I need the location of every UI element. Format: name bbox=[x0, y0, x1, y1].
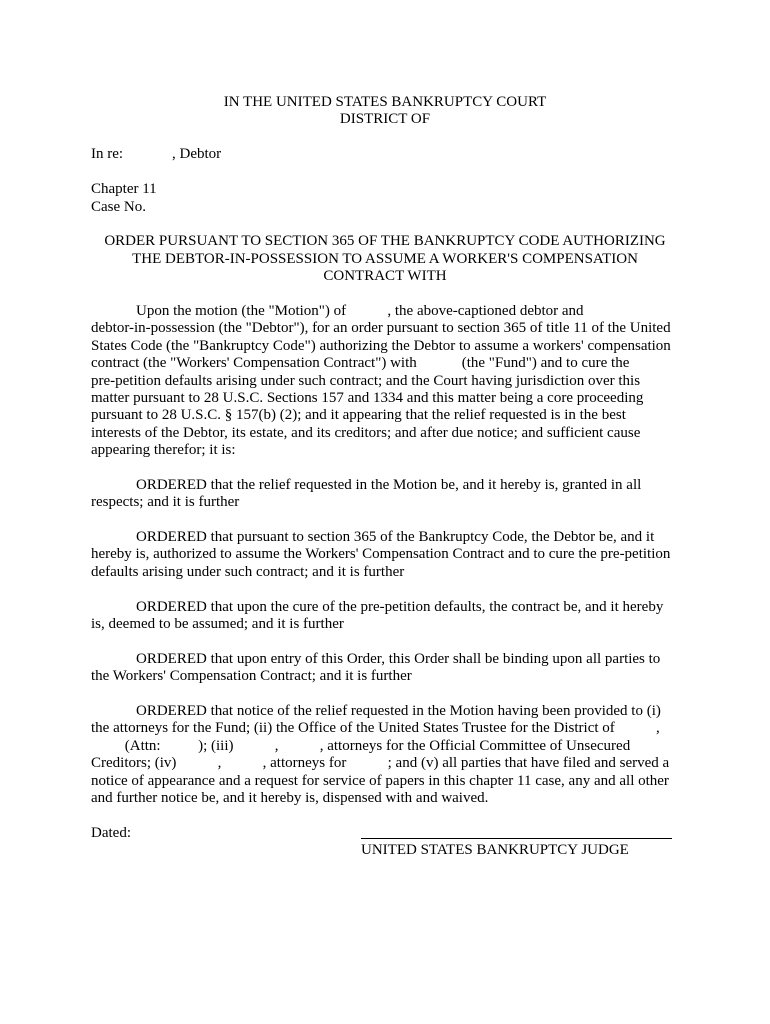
paragraph-line: the Workers' Compensation Contract; and it is further bbox=[91, 668, 412, 684]
paragraph-line: hereby is, authorized to assume the Workers' Compensation Contract and to cure the pre-petition bbox=[91, 546, 671, 562]
paragraph-line: Creditors; (iv) , , attorneys for ; and (v) all parties that have filed and served a bbox=[91, 755, 670, 771]
judge-signature-label: UNITED STATES BANKRUPTCY JUDGE bbox=[361, 842, 629, 858]
court-heading: IN THE UNITED STATES BANKRUPTCY COURT bbox=[223, 94, 547, 110]
paragraph-line: defaults arising under such contract; and it is further bbox=[91, 564, 405, 580]
paragraph-line: respects; and it is further bbox=[91, 494, 240, 510]
paragraph-line: the attorneys for the Fund; (ii) the Office of the United States Trustee for the District of , bbox=[91, 720, 660, 736]
district-heading: DISTRICT OF bbox=[339, 111, 431, 127]
paragraph-line: pursuant to 28 U.S.C. § 157(b) (2); and it appearing that the relief requested is in the best bbox=[91, 407, 626, 423]
paragraph-line: appearing therefor; it is: bbox=[91, 442, 236, 458]
paragraph-line: ORDERED that upon the cure of the pre-petition defaults, the contract be, and it hereby bbox=[136, 599, 664, 615]
in-re-label: In re: bbox=[91, 146, 124, 162]
paragraph-line: matter pursuant to 28 U.S.C. Sections 157 and 1334 and this matter being a core proceeding bbox=[91, 390, 644, 406]
debtor-label: , Debtor bbox=[172, 146, 222, 162]
paragraph-line: contract (the "Workers' Compensation Contract") with (the "Fund") and to cure the bbox=[91, 355, 630, 371]
chapter-label: Chapter 11 bbox=[91, 181, 157, 197]
paragraph-line: States Code (the "Bankruptcy Code") authorizing the Debtor to assume a workers' compensation bbox=[91, 338, 671, 354]
paragraph-line: pre-petition defaults arising under such contract; and the Court having jurisdiction over this bbox=[91, 373, 641, 389]
order-title-line-2: THE DEBTOR-IN-POSSESSION TO ASSUME A WORKER'S COMPENSATION bbox=[132, 251, 638, 267]
paragraph-line: notice of appearance and a request for service of papers in this chapter 11 case, any and all other bbox=[91, 773, 669, 789]
order-title-line-1: ORDER PURSUANT TO SECTION 365 OF THE BANKRUPTCY CODE AUTHORIZING bbox=[104, 233, 666, 249]
paragraph-line: Upon the motion (the "Motion") of , the above-captioned debtor and bbox=[136, 303, 584, 319]
paragraph-line: is, deemed to be assumed; and it is further bbox=[91, 616, 344, 632]
paragraph-line: and further notice be, and it hereby is, dispensed with and waived. bbox=[91, 790, 489, 806]
paragraph-line: ORDERED that pursuant to section 365 of the Bankruptcy Code, the Debtor be, and it bbox=[136, 529, 655, 545]
order-title-line-3: CONTRACT WITH bbox=[323, 268, 447, 284]
case-number-label: Case No. bbox=[91, 199, 146, 215]
paragraph-line: debtor-in-possession (the "Debtor"), for an order pursuant to section 365 of title 11 of the United bbox=[91, 320, 671, 336]
paragraph-line: ORDERED that notice of the relief requested in the Motion having been provided to (i) bbox=[136, 703, 661, 719]
paragraph-line: interests of the Debtor, its estate, and its creditors; and after due notice; and sufficient cause bbox=[91, 425, 641, 441]
paragraph-line: (Attn: ); (iii) , , attorneys for the Official Committee of Unsecured bbox=[91, 738, 631, 754]
paragraph-line: ORDERED that the relief requested in the Motion be, and it hereby is, granted in all bbox=[136, 477, 642, 493]
paragraph-line: ORDERED that upon entry of this Order, this Order shall be binding upon all parties to bbox=[136, 651, 661, 667]
signature-line bbox=[361, 838, 672, 839]
dated-label: Dated: bbox=[91, 825, 131, 841]
